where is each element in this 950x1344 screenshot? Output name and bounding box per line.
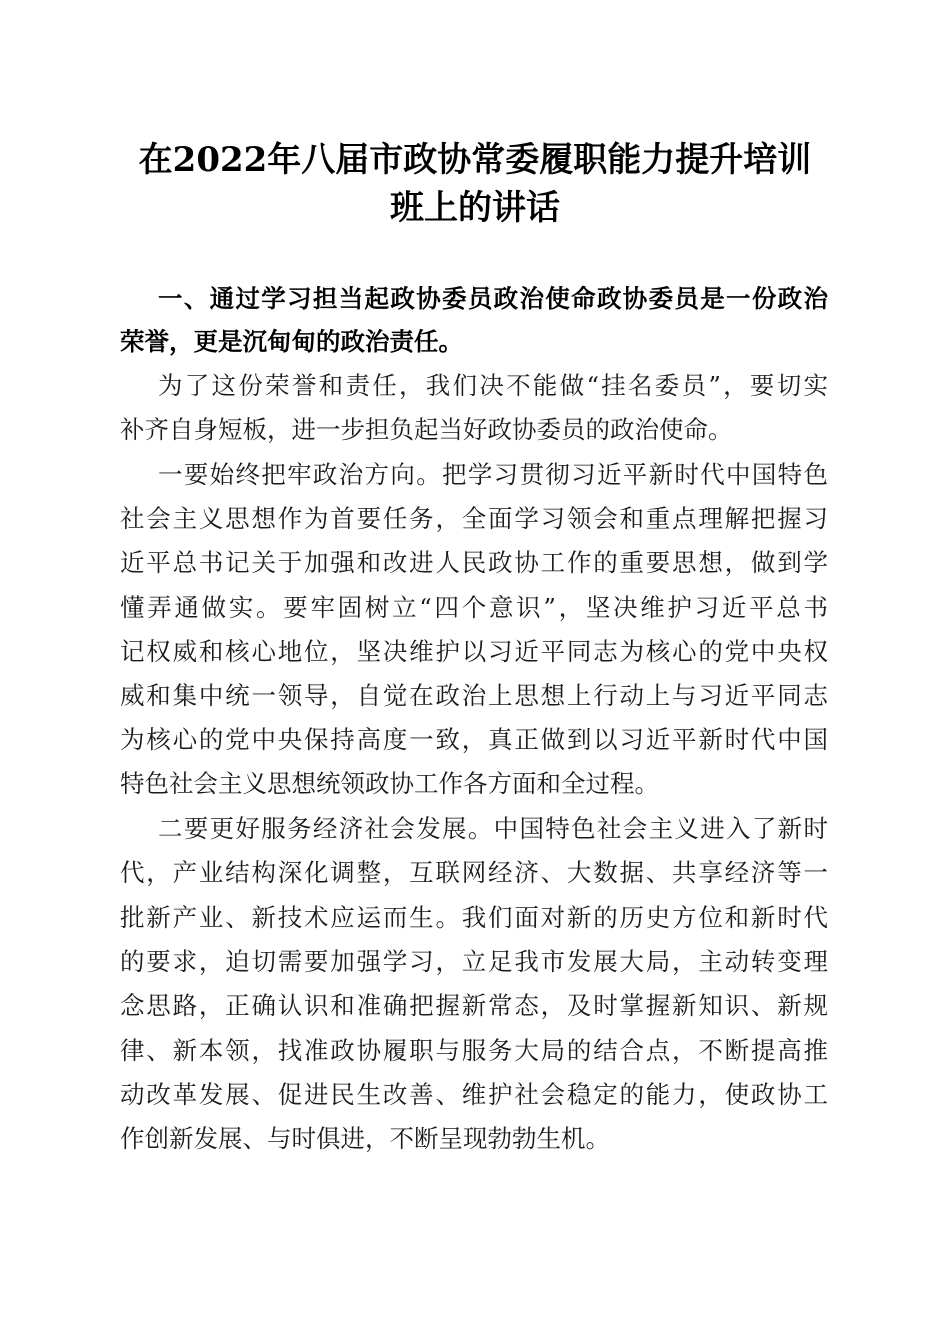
- paragraph3-line: 的要求，迫切需要加强学习，立足我市发展大局，主动转变理: [120, 947, 828, 976]
- paragraph3-line: 动改革发展、促进民生改善、维护社会稳定的能力，使政协工: [120, 1080, 828, 1109]
- paragraph2-line: 社会主义思想作为首要任务，全面学习领会和重点理解把握习: [120, 504, 828, 533]
- paragraph1-line: 为了这份荣誉和责任，我们决不能做“挂名委员”，要切实: [158, 371, 828, 400]
- paragraph1-line: 补齐自身短板，进一步担负起当好政协委员的政治使命。: [120, 415, 733, 444]
- paragraph3-line: 念思路，正确认识和准确把握新常态，及时掌握新知识、新规: [120, 991, 828, 1020]
- paragraph3-line: 代，产业结构深化调整，互联网经济、大数据、共享经济等一: [120, 858, 828, 887]
- section-heading-line2: 荣誉，更是沉甸甸的政治责任。: [120, 327, 463, 356]
- paragraph2-line: 懂弄通做实。要牢固树立“四个意识”，坚决维护习近平总书: [120, 593, 828, 622]
- paragraph2-line: 记权威和核心地位，坚决维护以习近平同志为核心的党中央权: [120, 637, 828, 666]
- document-title-line1: 在2022年八届市政协常委履职能力提升培训: [138, 140, 812, 180]
- document-title-line2: 班上的讲话: [390, 188, 560, 228]
- paragraph2-line: 近平总书记关于加强和改进人民政协工作的重要思想，做到学: [120, 548, 828, 577]
- paragraph2-line: 威和集中统一领导，自觉在政治上思想上行动上与习近平同志: [120, 681, 828, 710]
- paragraph2-line: 一要始终把牢政治方向。把学习贯彻习近平新时代中国特色: [158, 460, 828, 489]
- paragraph3-line: 作创新发展、与时俱进，不断呈现勃勃生机。: [120, 1124, 610, 1153]
- paragraph3-line: 批新产业、新技术应运而生。我们面对新的历史方位和新时代: [120, 903, 828, 932]
- paragraph2-line: 为核心的党中央保持高度一致，真正做到以习近平新时代中国: [120, 725, 828, 754]
- paragraph3-line: 二要更好服务经济社会发展。中国特色社会主义进入了新时: [158, 814, 828, 843]
- paragraph2-line: 特色社会主义思想统领政协工作各方面和全过程。: [120, 769, 659, 798]
- paragraph3-line: 律、新本领，找准政协履职与服务大局的结合点，不断提高推: [120, 1036, 828, 1065]
- section-heading-line1: 一、通过学习担当起政协委员政治使命政协委员是一份政治: [158, 284, 828, 313]
